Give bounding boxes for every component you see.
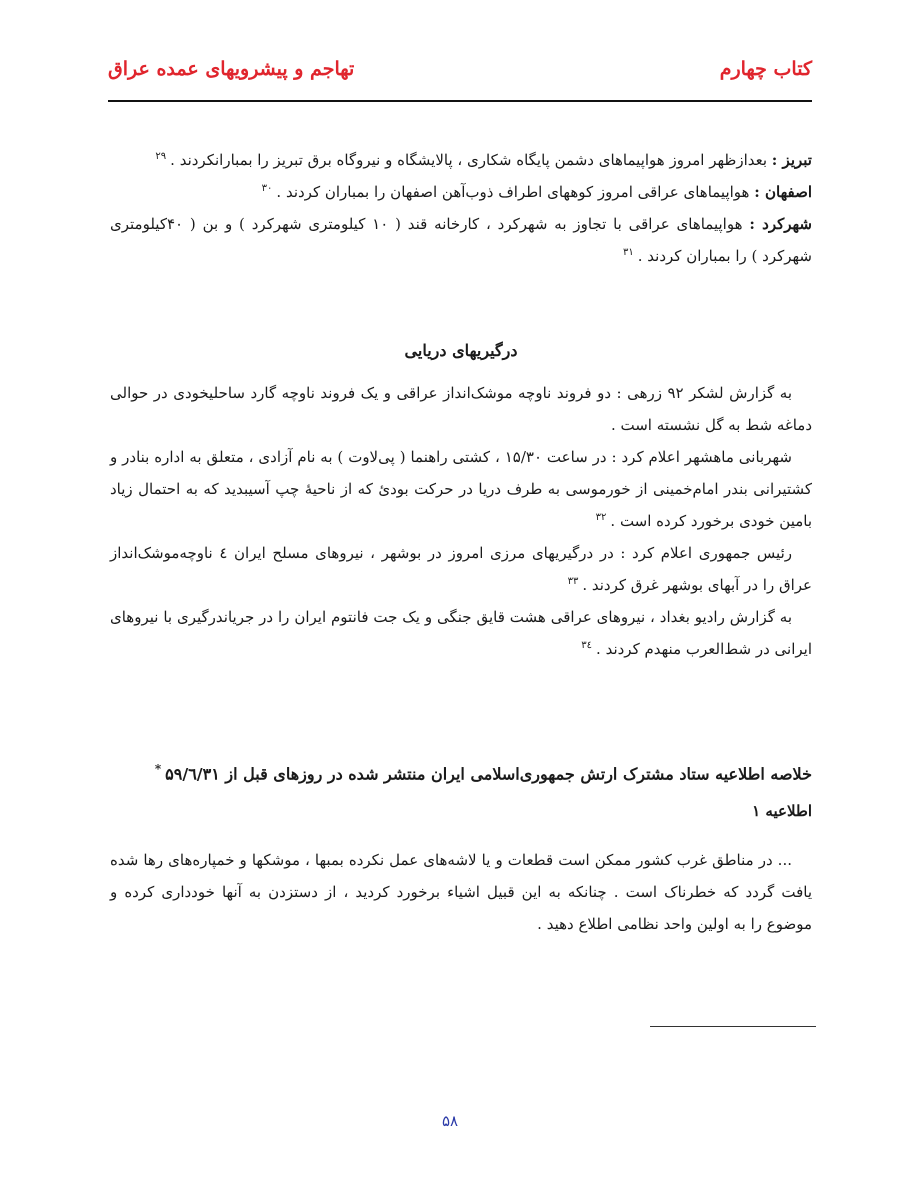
notice-paragraph: ... در مناطق غرب کشور ممکن است قطعات و یا لاشه‌های عمل نکرده بمبها ، موشکها و خمپاره‌های رها شده یافت گردد که خطرناک است . چنانکه به این قبیل اشیاء برخورد کردید ، از دستزدن به آنها خودداری کرده و موضوع را به اولین واحد نظامی اطلاع دهید . <box>110 851 812 933</box>
paragraph-text: رئیس جمهوری اعلام کرد : در درگیریهای مرزی امروز در بوشهر ، نیروهای مسلح ایران ٤ ناوچه‌موشک‌انداز عراق را در آبهای بوشهر غرق کردند . <box>110 544 812 594</box>
chapter-title: تهاجم و پیشرویهای عمده عراق <box>108 58 355 80</box>
naval-paragraph <box>110 601 812 665</box>
report-text: هواپیماهای عراقی امروز کوههای اطراف ذوب‌آهن اصفهان را بمباران کردند . <box>276 183 755 201</box>
naval-paragraph <box>110 537 812 601</box>
naval-paragraph <box>110 441 812 537</box>
footnote-marker[interactable]: ۳٤ <box>581 640 593 651</box>
place-label: تبریز : <box>771 151 812 169</box>
book-title: کتاب چهارم <box>719 58 812 80</box>
asterisk-footnote-marker[interactable]: * <box>154 762 162 776</box>
place-label: اصفهان : <box>754 183 812 201</box>
page-number: ۵۸ <box>441 1112 459 1130</box>
report-isfahan <box>110 176 812 208</box>
footnote-marker[interactable]: ۳۱ <box>623 247 634 258</box>
naval-reports <box>110 377 812 665</box>
summary-heading-text: خلاصه اطلاعیه ستاد مشترک ارتش جمهوری‌اسلامی ایران منتشر شده در روزهای قبل از ۵۹/٦/۳۱ <box>165 764 812 784</box>
footnote-separator <box>650 1026 816 1027</box>
section-heading-summary <box>110 762 812 783</box>
report-tabriz <box>110 144 812 176</box>
paragraph-text: به گزارش لشکر ۹۲ زرهی : دو فروند ناوچه موشک‌انداز عراقی و یک فروند ناوچه گارد ساحلیخودی در حوالی دماغه شط به گل نشسته است . <box>110 384 812 434</box>
footnote-marker[interactable]: ۲۹ <box>155 151 167 162</box>
report-shahrekord <box>110 208 812 272</box>
air-raid-reports <box>110 144 812 272</box>
header-rule <box>108 100 812 102</box>
footnote-marker[interactable]: ۳۰ <box>261 183 273 194</box>
report-text: هواپیماهای عراقی با تجاوز به شهرکرد ، کارخانه قند ( ۱۰ کیلومتری شهرکرد ) و بن ( ۴۰کیلومتری شهرکرد ) را بمباران کردند . <box>110 215 812 265</box>
report-text: بعدازظهر امروز هواپیماهای دشمن پایگاه شکاری ، پالایشگاه و نیروگاه برق تبریز را بمبارانکردند . <box>170 151 772 169</box>
paragraph-text: شهربانی ماهشهر اعلام کرد : در ساعت ۱۵/۳۰ ، کشتی راهنما ( پی‌لاوت ) به نام آزادی ، متعلق به اداره بنادر و کشتیرانی بندر امام‌خمینی از خورموسی به طرف دریا در حرکت بودئ که از ناحیهٔ چپ آسیبدید که به احتمال زیاد بامین خودی برخورد کرده است . <box>110 448 812 530</box>
paragraph-text: به گزارش رادیو بغداد ، نیروهای عراقی هشت قایق جنگی و یک جت فانتوم ایران را در جریاندرگیری با نیروهای ایرانی در شط‌العرب منهدم کردند . <box>110 608 812 658</box>
naval-paragraph <box>110 377 812 441</box>
notice-body <box>110 844 812 940</box>
footnote-marker[interactable]: ۳۲ <box>595 512 607 523</box>
footnote-marker[interactable]: ۳۳ <box>567 576 579 587</box>
section-heading-naval: درگیریهای دریایی <box>404 341 518 360</box>
place-label: شهرکرد : <box>749 215 812 233</box>
notice-heading: اطلاعیه ۱ <box>752 802 812 820</box>
running-header <box>108 58 812 88</box>
